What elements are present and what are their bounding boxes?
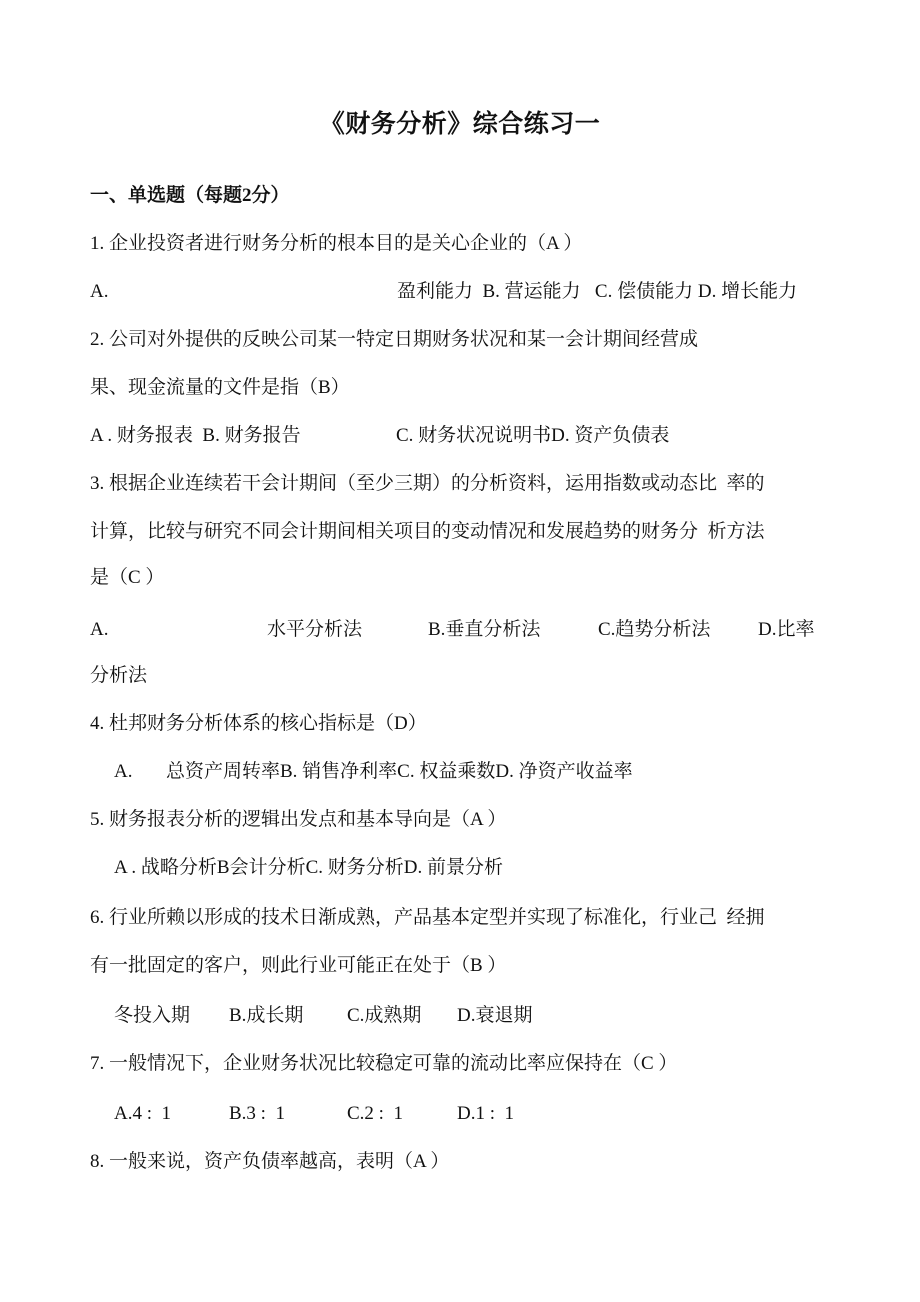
question-2 (90, 328, 698, 352)
question-number: 7. (90, 1053, 105, 1074)
question-stem: 一般来说，资产负债率越高，表明（A ） (109, 1151, 450, 1172)
question-number: 8. (90, 1151, 105, 1172)
question-stem: 一般情况下，企业财务状况比较稳定可靠的流动比率应保持在（C ） (109, 1053, 678, 1074)
question-number: 2. (90, 329, 105, 350)
question-stem: 根据企业连续若干会计期间（至少三期）的分析资料，运用指数或动态比 率的 (109, 473, 765, 494)
question-6-option-b: B.成长期 (229, 1005, 304, 1026)
question-2-stem-cont: 果、现金流量的文件是指（B） (90, 377, 350, 398)
question-number: 6. (90, 907, 105, 928)
question-6-option-a: 冬投入期 (114, 1005, 191, 1026)
question-7-option-c: C.2 : 1 (347, 1103, 403, 1124)
question-5 (90, 808, 506, 832)
question-7 (90, 1052, 677, 1076)
question-4 (90, 712, 427, 736)
question-7-option-d: D.1 : 1 (457, 1103, 514, 1124)
question-3-option-a-prefix: A. (90, 619, 109, 640)
question-stem: 财务报表分析的逻辑出发点和基本导向是（A ） (109, 809, 507, 830)
question-6-option-c: C.成熟期 (347, 1005, 422, 1026)
question-6-option-d: D.衰退期 (457, 1005, 533, 1026)
question-stem: 公司对外提供的反映公司某一特定日期财务状况和某一会计期间经营成 (109, 329, 699, 350)
section-heading: 一、单选题（每题2分） (90, 185, 290, 206)
question-3-option-d: D.比率 (758, 619, 815, 640)
question-3-option-a: 水平分析法 (267, 619, 363, 640)
question-stem: 行业所赖以形成的技术日渐成熟，产品基本定型并实现了标准化，行业己 经拥 (109, 907, 765, 928)
question-7-option-a: A.4 : 1 (114, 1103, 171, 1124)
question-stem: 企业投资者进行财务分析的根本目的是关心企业的（A ） (109, 233, 583, 254)
question-1 (90, 232, 582, 256)
question-2-options-cd: C. 财务状况说明书D. 资产负债表 (396, 425, 670, 446)
question-3-stem-cont: 计算，比较与研究不同会计期间相关项目的变动情况和发展趋势的财务分 析方法 (90, 521, 765, 542)
question-stem: 杜邦财务分析体系的核心指标是（D） (109, 713, 427, 734)
question-number: 4. (90, 713, 105, 734)
question-1-option-a-prefix: A. (90, 281, 109, 302)
question-7-option-b: B.3 : 1 (229, 1103, 285, 1124)
question-6-stem-cont: 有一批固定的客户，则此行业可能正在处于（B ） (90, 955, 507, 976)
question-3 (90, 472, 765, 496)
question-number: 1. (90, 233, 105, 254)
question-3-option-b: B.垂直分析法 (428, 619, 541, 640)
question-5-options: A . 战略分析B会计分析C. 财务分析D. 前景分析 (114, 857, 503, 878)
question-3-option-d-cont: 分析法 (90, 665, 148, 686)
question-2-options-ab: A . 财务报表 B. 财务报告 (90, 425, 301, 446)
question-number: 5. (90, 809, 105, 830)
question-8 (90, 1150, 449, 1174)
question-number: 3. (90, 473, 105, 494)
question-3-option-c: C.趋势分析法 (598, 619, 711, 640)
question-4-options: 总资产周转率B. 销售净利率C. 权益乘数D. 净资产收益率 (166, 761, 633, 782)
question-1-options: 盈利能力 B. 营运能力 C. 偿债能力 D. 增长能力 (397, 281, 798, 302)
question-6 (90, 906, 765, 930)
document-title: 《财务分析》综合练习一 (319, 111, 601, 138)
question-4-option-a-prefix: A. (114, 761, 133, 782)
question-3-stem-cont2: 是（C ） (90, 567, 165, 588)
